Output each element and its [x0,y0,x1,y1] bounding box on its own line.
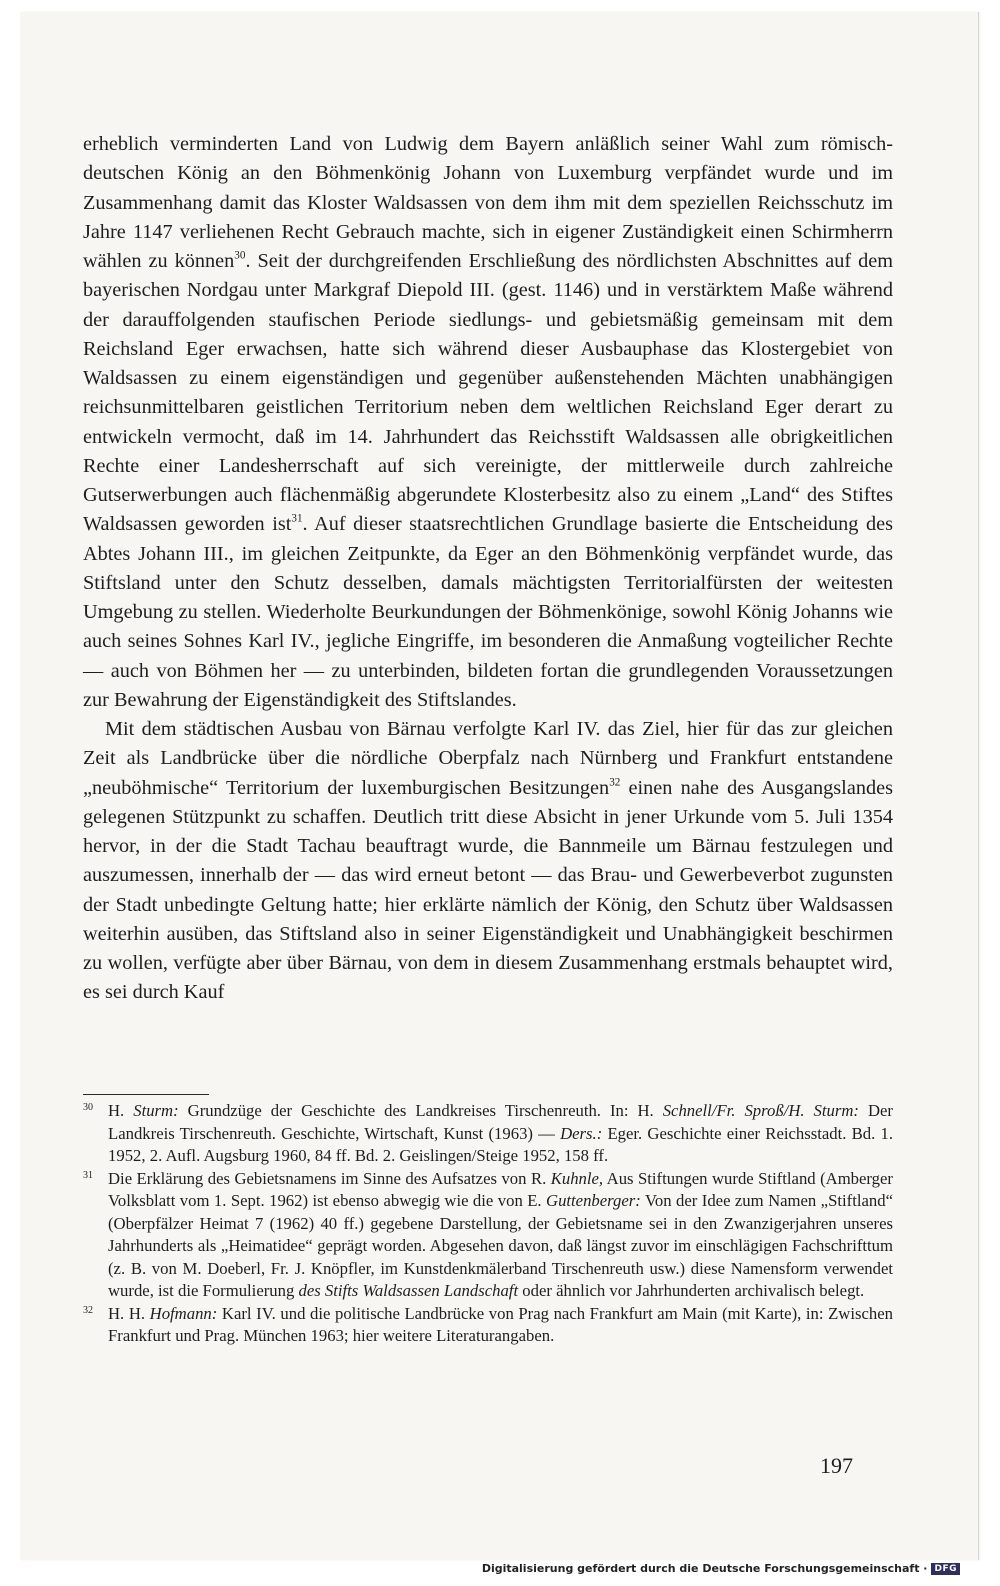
footnote [83,1100,893,1168]
body-text [83,130,893,1008]
footnotes [83,1100,893,1348]
text-run: . Auf dieser staatsrechtlichen Grundlage basierte die Entscheidung des Abtes Johann III., im gleichen Zeitpunkte, da Eger an den Böhmenkönig verpfändet wurde, das Stiftsland unter den Schutz desselben, damals mächtigsten Territorialfürsten der weitesten Umgebung zu stellen. Wiederholte Beurkundungen der Böhmenkönige, sowohl König Johanns wie auch seines Sohnes Karl IV., jegliche Eingriffe, im besonderen die Anmaßung vogteilicher Rechte — auch von Böhmen her — zu unterbinden, bildeten fortan die grundlegenden Voraussetzungen zur Bewahrung der Eigenständigkeit des Stiftslandes. [83,513,894,711]
dfg-logo: DFG [931,1563,960,1575]
text-run: einen nahe des Ausgangslandes gelegenen Stützpunkt zu schaffen. Deutlich tritt diese Absicht in jener Urkunde vom 5. Juli 1354 hervor, in der die Stadt Tachau beauftragt wurde, die Bannmeile um Bärnau festzulegen und auszumessen, innerhalb der — das wird erneut betont — das Brau- und Gewerbeverbot zugunsten der Stadt unbedingte Geltung hatte; hier erklärte nämlich der König, den Schutz über Waldsassen weiterhin ausüben, das Stiftsland also in seiner Eigenständigkeit und Unabhängigkeit beschirmen zu wollen, verfügte aber über Bärnau, von dem in diesem Zusammenhang erstmals behauptet wird, es sei durch Kauf [83,776,893,1004]
text-run: Aus Stiftungen wurde Stiftland (Amberger Volksblatt vom 1. Sept. 1962) ist ebenso abwegig wie die von E. [108,1168,893,1210]
footnote [83,1303,893,1348]
text-run: Eger. Geschichte einer Reichsstadt. Bd. 1. 1952, 2. Aufl. Augsburg 1960, 84 ff. Bd. 2. Geislingen/Steige 1952, 158 ff. [108,1123,893,1165]
digitization-footer [482,1562,960,1575]
italic-text: Kuhnle, [550,1168,604,1188]
text-run: H. [108,1101,134,1120]
text-run: Grundzüge der Geschichte des Landkreises Tirschenreuth. In: H. [178,1101,663,1120]
footnote-reference: 32 [609,776,621,789]
footnote [83,1168,893,1303]
digitization-notice: Digitalisierung gefördert durch die Deutsche Forschungsgemeinschaft · [481,1562,928,1575]
footnote-number: 31 [83,1169,93,1181]
text-run: erheblich verminderten Land von Ludwig dem Bayern anläßlich seiner Wahl zum römisch-deutschen König an den Böhmenkönig Johann von Luxemburg verpfändet wurde und im Zusammenhang damit das Kloster Waldsassen von dem ihm mit dem speziellen Reichsschutz im Jahre 1147 verliehenen Recht Gebrauch machte, sich in eigener Zuständigkeit einen Schirmherrn wählen zu können [83,133,893,272]
italic-text: Ders.: [560,1123,603,1143]
text-run: Der Landkreis Tirschenreuth. Geschichte, Wirtschaft, Kunst (1963) — [108,1101,893,1143]
footnote-reference: 30 [234,249,246,262]
scanned-page [20,12,979,1560]
text-run: Die Erklärung des Gebietsnamens im Sinne des Aufsatzes von R. [108,1168,551,1188]
text-run: oder ähnlich vor Jahrhunderten archivalisch belegt. [518,1281,865,1300]
footnote-separator [83,1094,209,1095]
body-paragraph [83,715,893,1008]
footnote-number: 32 [83,1304,93,1316]
text-run: . Seit der durchgreifenden Erschließung des nördlichsten Abschnittes auf dem bayerischen Nordgau unter Markgraf Diepold III. (gest. 1146) und in verstärktem Maße während der darauffolgenden staufischen Periode siedlungs- und gebietsmäßig gemeinsam mit dem Reichsland Eger erwachsen, hatte sich während dieser Ausbauphase das Klostergebiet von Waldsassen zu einem eigenständigen und gegenüber außenstehenden Mächten unabhängigen reichsunmittelbaren geistlichen Territorium neben dem weltlichen Reichsland Eger derart zu entwickeln vermocht, daß im 14. Jahrhundert das Reichsstift Waldsassen alle obrigkeitlichen Rechte einer Landesherrschaft auf sich vereinigte, der mittlerweile durch zahlreiche Gutserwerbungen auch flächenmäßig abgerundete Klosterbesitz also zu einem „Land“ des Stiftes Waldsassen geworden ist [83,250,893,536]
italic-text: Sturm: [133,1101,179,1120]
italic-text: Schnell/Fr. Sproß/H. Sturm: [662,1101,859,1120]
body-paragraph [83,130,893,715]
italic-text: Guttenberger: [546,1191,641,1210]
text-run: H. H. [108,1303,150,1323]
italic-text: Hofmann: [149,1303,218,1323]
italic-text: des Stifts Waldsassen Landschaft [298,1281,519,1300]
text-run: Von der Idee zum Namen „Stiftland“ (Oberpfälzer Heimat 7 (1962) 40 ff.) gegebene Darstellung, der Gebietsname sei in den Zwanzigerjahren unseres Jahrhunderts als „Heimatidee“ geprägt worden. Abgesehen davon, daß längst zuvor im einschlägigen Fachschrifttum (z. B. von M. Doeberl, Fr. J. Knöpfler, im Kunstdenkmälerband Tirschenreuth usw.) diese Namensform verwendet wurde, ist die Formulierung [108,1191,893,1300]
text-run: Mit dem städtischen Ausbau von Bärnau verfolgte Karl IV. das Ziel, hier für das zur gleichen Zeit als Landbrücke über die nördliche Oberpfalz nach Nürnberg und Frankfurt entstandene „neuböhmische“ Territorium der luxemburgischen Besitzungen [83,718,893,799]
footnote-number: 30 [83,1102,93,1113]
footnote-reference: 31 [291,512,303,525]
page-number: 197 [820,1453,853,1478]
text-run: Karl IV. und die politische Landbrücke von Prag nach Frankfurt am Main (mit Karte), in: Zwischen Frankfurt und Prag. München 1963; hier weitere Literaturangaben. [108,1303,893,1345]
